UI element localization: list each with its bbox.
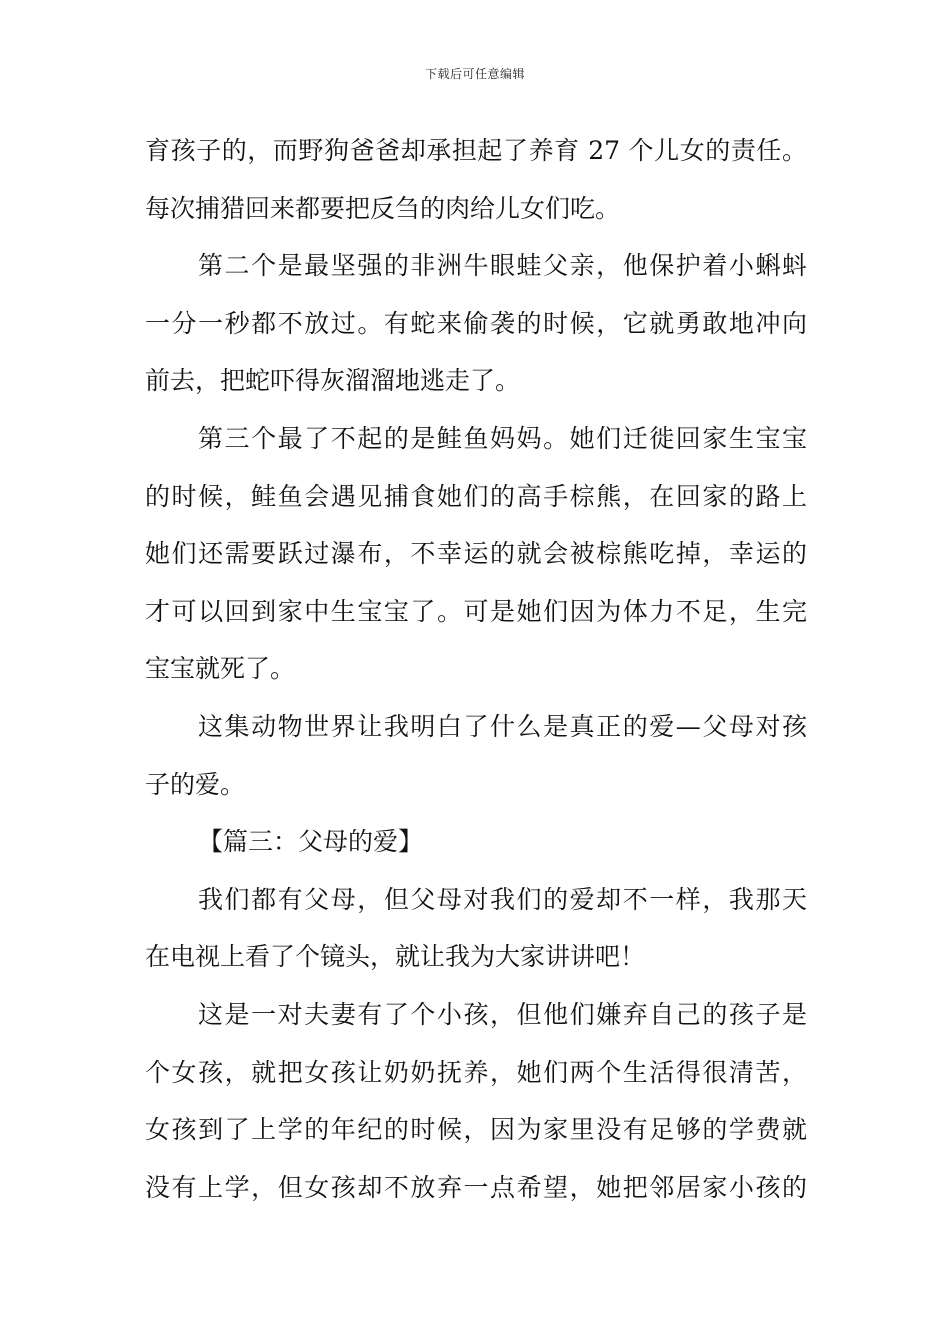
text-line: 才可以回到家中生宝宝了。可是她们因为体力不足，生完 — [145, 596, 807, 626]
text-line: 第三个最了不起的是鲑鱼妈妈。她们迁徙回家生宝宝 — [198, 423, 807, 453]
document-body — [145, 126, 807, 1220]
text-line: 这集动物世界让我明白了什么是真正的爱—父母对孩 — [198, 711, 807, 741]
text-line: 女孩到了上学的年纪的时候，因为家里没有足够的学费就 — [145, 1115, 807, 1145]
text-line: 这是一对夫妻有了个小孩，但他们嫌弃自己的孩子是 — [198, 999, 807, 1029]
text-line: 宝宝就死了。 — [145, 654, 296, 684]
text-line: 前去，把蛇吓得灰溜溜地逃走了。 — [145, 366, 521, 396]
text-line: 育孩子的，而野狗爸爸却承担起了养育 27 个儿女的责任。 — [145, 136, 807, 165]
text-line: 的时候，鲑鱼会遇见捕食她们的高手棕熊，在回家的路上 — [145, 481, 807, 511]
text-line: 在电视上看了个镜头，就让我为大家讲讲吧！ — [145, 942, 646, 972]
text-line: 她们还需要跃过瀑布，不幸运的就会被棕熊吃掉，幸运的 — [145, 539, 807, 569]
text-line: 我们都有父母，但父母对我们的爱却不一样，我那天 — [198, 884, 807, 914]
text-line: 每次捕猎回来都要把反刍的肉给儿女们吃。 — [145, 193, 621, 223]
page-header: 下载后可任意编辑 — [424, 67, 525, 81]
text-line: 【篇三：父母的爱】 — [198, 827, 424, 857]
text-line: 没有上学，但女孩却不放弃一点希望，她把邻居家小孩的 — [145, 1172, 807, 1202]
text-line: 一分一秒都不放过。有蛇来偷袭的时候，它就勇敢地冲向 — [145, 308, 807, 338]
text-line: 第二个是最坚强的非洲牛眼蛙父亲，他保护着小蝌蚪 — [198, 251, 807, 281]
text-line: 子的爱。 — [145, 769, 246, 799]
text-line: 个女孩，就把女孩让奶奶抚养，她们两个生活得很清苦， — [145, 1057, 807, 1087]
